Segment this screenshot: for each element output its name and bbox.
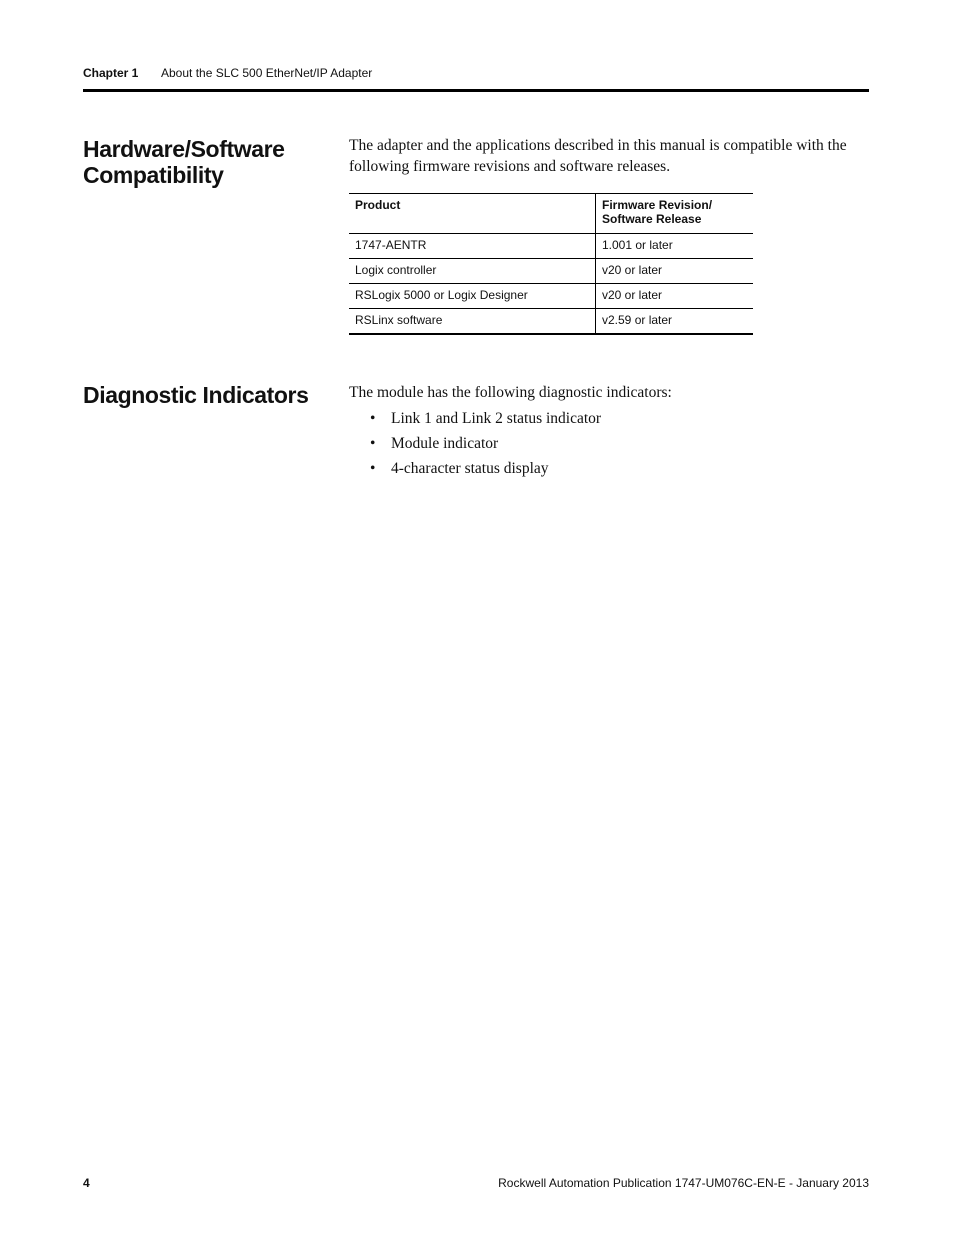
chapter-title: About the SLC 500 EtherNet/IP Adapter (161, 66, 373, 80)
table-header-row (349, 194, 753, 234)
table-cell-product: RSLogix 5000 or Logix Designer (349, 284, 596, 309)
bullet-icon: • (370, 460, 376, 477)
table-cell-product: 1747-AENTR (349, 234, 596, 259)
col-header-firmware: Firmware Revision/ Software Release (602, 198, 713, 226)
compat-heading: Hardware/Software Compatibility (83, 136, 285, 188)
table-cell-firmware: v20 or later (602, 288, 663, 302)
list-item (370, 456, 601, 481)
list-item-text: Module indicator (391, 435, 499, 452)
list-item (370, 431, 601, 456)
col-header-product: Product (349, 194, 596, 234)
table-row (349, 309, 753, 335)
diag-intro: The module has the following diagnostic indicators: (349, 384, 672, 401)
publication-info: Rockwell Automation Publication 1747-UM076C-EN-E - January 2013 (498, 1176, 869, 1190)
table-cell-firmware: v20 or later (602, 263, 663, 277)
list-item-text: 4-character status display (391, 460, 549, 477)
list-item (370, 406, 601, 431)
table-row (349, 259, 753, 284)
diag-heading: Diagnostic Indicators (83, 382, 309, 408)
list-item-text: Link 1 and Link 2 status indicator (391, 410, 602, 427)
bullet-icon: • (370, 435, 376, 452)
chapter-label: Chapter 1 (83, 66, 139, 80)
compat-intro: The adapter and the applications described in this manual is compatible with the following firmware revisions and software releases. (349, 137, 847, 175)
table-cell-firmware: v2.59 or later (602, 313, 673, 327)
header-rule (83, 89, 869, 92)
table-row (349, 234, 753, 259)
bullet-icon: • (370, 410, 376, 427)
table-row (349, 284, 753, 309)
table-cell-product: RSLinx software (349, 309, 596, 335)
table-cell-product: Logix controller (349, 259, 596, 284)
compat-table (349, 193, 753, 335)
page-number: 4 (83, 1176, 90, 1190)
table-cell-firmware: 1.001 or later (602, 238, 673, 252)
indicator-list (370, 406, 601, 481)
